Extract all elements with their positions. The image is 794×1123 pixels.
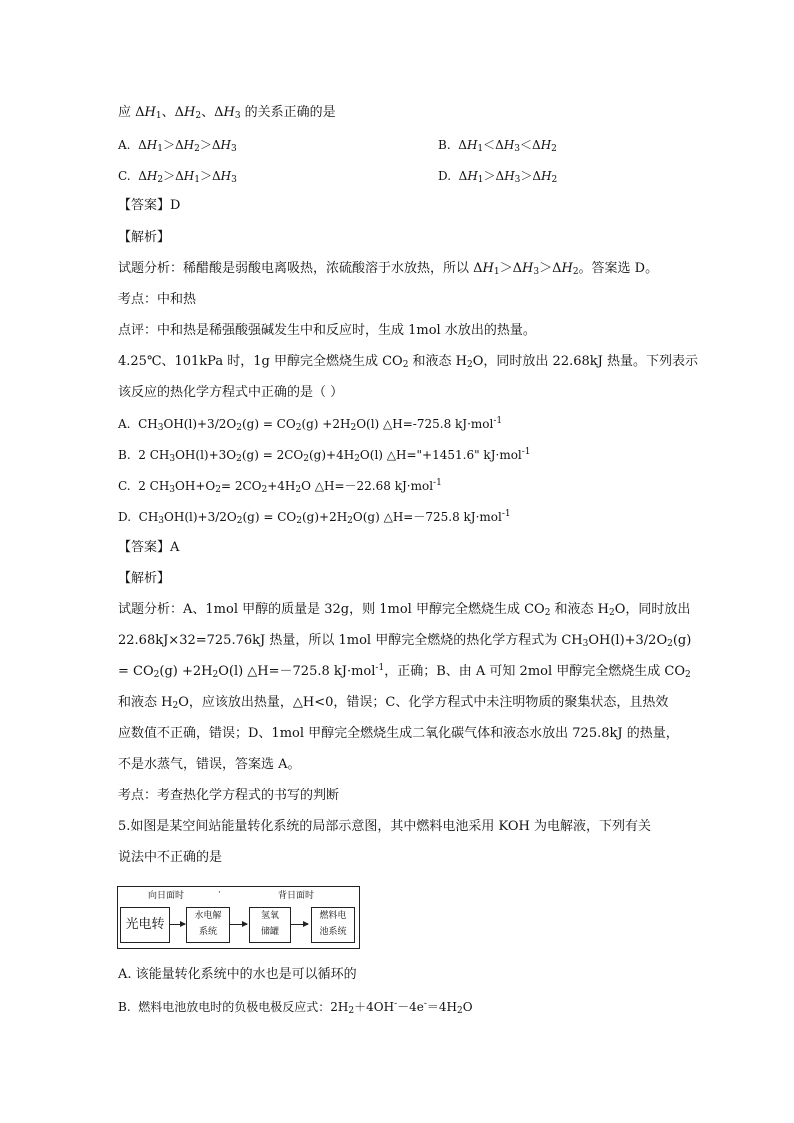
q4-analysis-line1: 试题分析：A、1mol 甲醇的质量是 32g，则 1mol 甲醇完全燃烧生成 $CO_2$ 和液态 $H_2O$，同时放出 (118, 602, 691, 618)
q5-stem-line2: 说法中不正确的是 (118, 850, 223, 865)
label-dot: · (218, 888, 221, 898)
q5-stem-line1: 5.如图是某空间站能量转化系统的局部示意图，其中燃料电池采用 KOH 为电解液，下列有关 (118, 819, 652, 834)
q4-stem-line1: 4.25℃、101kPa 时，1g 甲醇完全燃烧生成 $CO_2$ 和液态 $H_2O$，同时放出 22.68kJ 热量。下列表示 (118, 354, 698, 370)
q3-option-a: A. $\Delta H_1>\Delta H_2>\Delta H_3$ (118, 138, 237, 154)
q4-analysis-label: 【解析】 (118, 571, 171, 586)
q4-analysis-line2: 22.68kJ×32=725.76kJ 热量，所以 1mol 甲醇完全燃烧的热化学方程式为 $CH_3OH(l)+3/2O_2(g)$ (118, 633, 692, 649)
q4-point: 考点：考查热化学方程式的书写的判断 (118, 788, 340, 803)
box4-line2: 池系统 (319, 927, 347, 937)
arrow-3 (290, 924, 308, 925)
label-sun-side: 向日面时 (148, 891, 185, 901)
q4-analysis-line6: 不是水蒸气，错误，答案选 A。 (118, 757, 301, 772)
box3-line2: 储罐 (260, 927, 279, 937)
q3-comment: 点评：中和热是稀强酸强碱发生中和反应时，生成 1mol 水放出的热量。 (118, 323, 536, 338)
q4-analysis-line4: 和液态 $H_2O$，应该放出热量，△H<0，错误；C、化学方程式中未注明物质的聚集状态，且热效 (118, 695, 669, 711)
q3-analysis-label: 【解析】 (118, 230, 171, 245)
box2-line2: 系统 (198, 927, 217, 937)
box-h2-o2-tank (249, 907, 291, 943)
box3-line1: 氢氧 (260, 911, 279, 921)
q5-option-a: A. 该能量转化系统中的水也是可以循环的 (118, 967, 357, 982)
label-shade-side: 背日面时 (278, 891, 315, 901)
q4-option-b: B. 2 $CH_3OH(l)+3O_2(g) = 2CO_2(g)+4H_2O(l)$ △H="+1451.6" kJ·mol$^{-1}$ (118, 447, 531, 464)
q4-analysis-line3: = $CO_2(g) +2H_2O(l)$ △H=－725.8 kJ·mol$^{-1}$，正确；B、由 A 可知 2mol 甲醇完全燃烧生成 $CO_2$ (118, 663, 691, 680)
q4-option-a: A. $CH_3OH(l)+3/2O_2(g) = CO_2(g) +2H_2O(l)$ △H=-725.8 kJ·mol$^{-1}$ (118, 416, 503, 433)
box-photoelectric: 光电转 (120, 907, 170, 943)
q4-stem-line2: 该反应的热化学方程式中正确的是（ ） (118, 385, 344, 400)
arrow-2 (229, 924, 247, 925)
energy-conversion-diagram (117, 886, 360, 949)
q4-option-c: C. 2 $CH_3OH+O_2= 2CO_2+4H_2O$ △H=－22.68 kJ·mol$^{-1}$ (118, 478, 442, 495)
arrow-1 (169, 924, 185, 925)
box-fuel-cell (311, 907, 355, 943)
q3-option-b: B. $\Delta H_1<\Delta H_3<\Delta H_2$ (438, 138, 557, 154)
q4-analysis-line5: 应数值不正确，错误；D、1mol 甲醇完全燃烧生成二氧化碳气体和液态水放出 725.8kJ 的热量， (118, 726, 679, 741)
q3-point: 考点：中和热 (118, 292, 197, 307)
q4-answer: 【答案】A (118, 540, 180, 555)
box2-line1: 水电解 (194, 911, 222, 921)
q5-option-b: B. 燃料电池放电时的负极电极反应式：$2H_2+4OH^--4e^-=4H_2O$ (118, 999, 473, 1016)
q3-answer: 【答案】D (118, 198, 181, 213)
q3-analysis: 试题分析：稀醋酸是弱酸电离吸热，浓硫酸溶于水放热，所以 $\Delta H_1>\Delta H_3>\Delta H_2$。答案选 D。 (118, 261, 659, 277)
q3-option-c: C. $\Delta H_2>\Delta H_1>\Delta H_3$ (118, 169, 237, 185)
q3-option-d: D. $\Delta H_1>\Delta H_3>\Delta H_2$ (438, 169, 558, 185)
q4-option-d: D. $CH_3OH(l)+3/2O_2(g) = CO_2(g)+2H_2O(g)$ △H=－725.8 kJ·mol$^{-1}$ (118, 509, 511, 526)
box-water-electrolysis (186, 907, 230, 943)
q3-stem-tail: 应 $\Delta H_1$、$\Delta H_2$、$\Delta H_3$ 的关系正确的是 (118, 105, 336, 121)
box4-line1: 燃料电 (319, 911, 347, 921)
